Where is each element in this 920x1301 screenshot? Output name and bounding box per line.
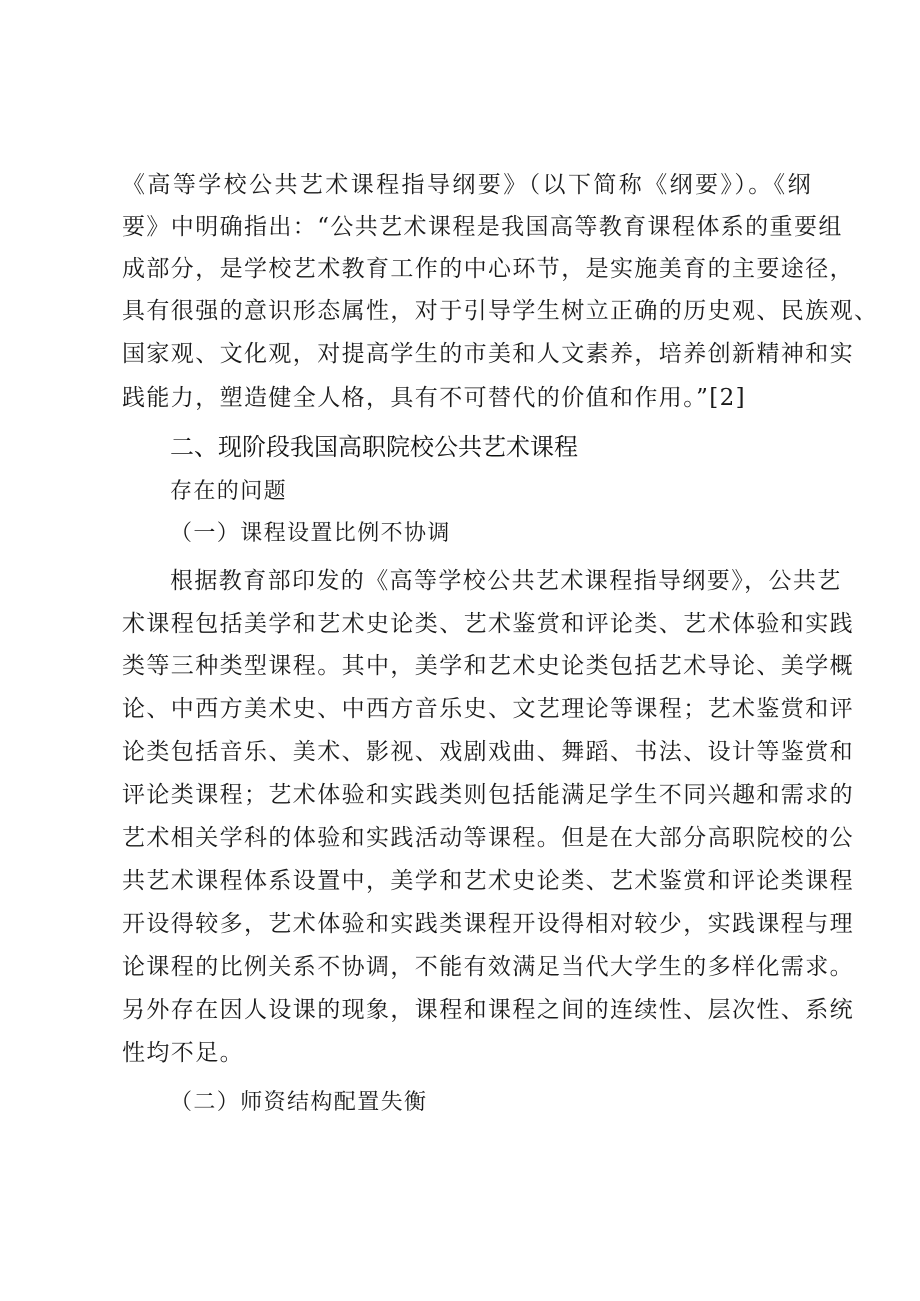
paragraph-line: 评论类课程；艺术体验和实践类则包括能满足学生不同兴趣和需求的 [122, 782, 854, 808]
paragraph-line: 论、中西方美术史、中西方音乐史、文艺理论等课程；艺术鉴赏和评 [122, 696, 854, 722]
paragraph-line: 论课程的比例关系不协调，不能有效满足当代大学生的多样化需求。 [122, 954, 854, 980]
paragraph-line: 具有很强的意识形态属性，对于引导学生树立正确的历史观、民族观、 [122, 298, 879, 324]
paragraph-line: 践能力，塑造健全人格，具有不可替代的价值和作用。”[2] [122, 385, 747, 411]
paragraph-line: 成部分，是学校艺术教育工作的中心环节，是实施美育的主要途径， [122, 256, 854, 282]
subsection-heading: （一）课程设置比例不协调 [170, 521, 451, 546]
paragraph-line: 艺术相关学科的体验和实践活动等课程。但是在大部分高职院校的公 [122, 825, 854, 851]
paragraph-line: 术课程包括美学和艺术史论类、艺术鉴赏和评论类、艺术体验和实践 [122, 611, 854, 637]
paragraph-line: 开设得较多，艺术体验和实践类课程开设得相对较少，实践课程与理 [122, 911, 854, 937]
paragraph-line: 共艺术课程体系设置中，美学和艺术史论类、艺术鉴赏和评论类课程 [122, 868, 854, 894]
paragraph-line: 类等三种类型课程。其中，美学和艺术史论类包括艺术导论、美学概 [122, 653, 854, 679]
paragraph-line: 《高等学校公共艺术课程指导纲要》（以下简称《纲要》）。《纲 [122, 172, 812, 198]
subsection-heading: （二）师资结构配置失衡 [170, 1090, 428, 1115]
paragraph-line: 国家观、文化观，对提高学生的市美和人文素养，培养创新精神和实 [122, 341, 854, 367]
paragraph-line: 另外存在因人设课的现象，课程和课程之间的连续性、层次性、系统 [122, 997, 854, 1023]
paragraph-line: 根据教育部印发的《高等学校公共艺术课程指导纲要》，公共艺 [170, 568, 842, 594]
section-heading: 二、现阶段我国高职院校公共艺术课程 [170, 433, 578, 461]
paragraph-line: 性均不足。 [122, 1040, 244, 1066]
paragraph-line: 要》中明确指出：“公共艺术课程是我国高等教育课程体系的重要组 [122, 214, 843, 240]
section-heading-continuation: 存在的问题 [170, 479, 288, 504]
paragraph-line: 论类包括音乐、美术、影视、戏剧戏曲、舞蹈、书法、设计等鉴赏和 [122, 739, 854, 765]
